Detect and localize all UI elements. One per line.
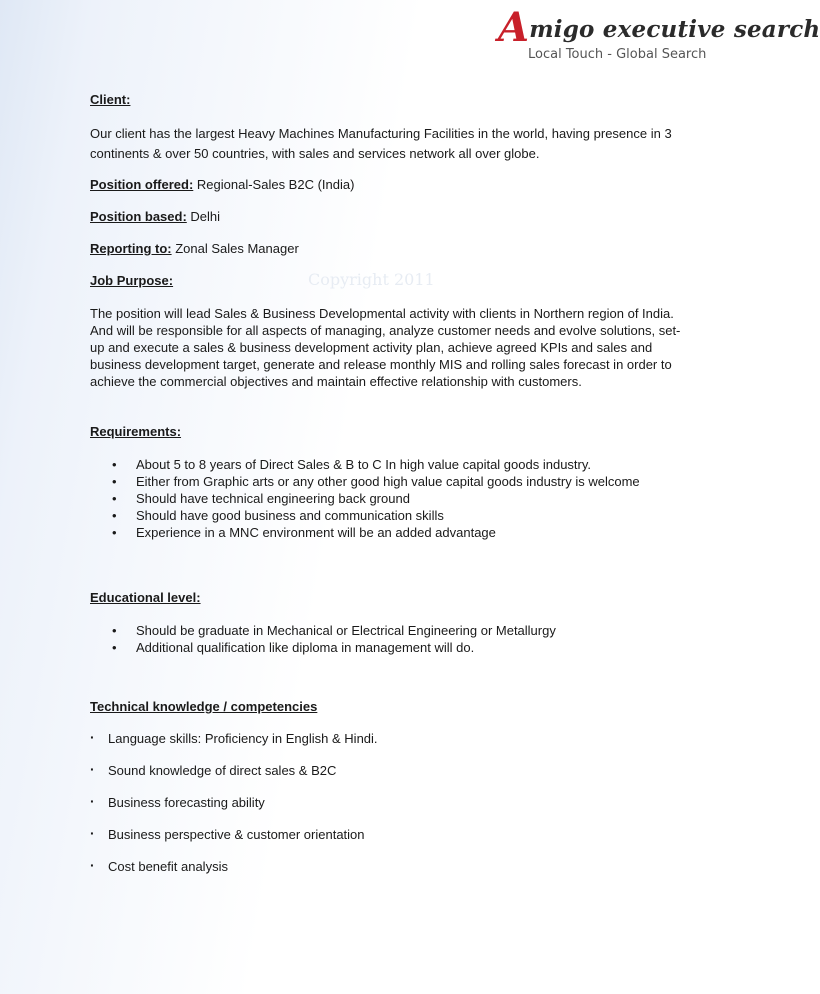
company-logo	[498, 4, 820, 68]
list-item: • Either from Graphic arts or any other good high value capital goods industry is welcome	[90, 473, 690, 490]
education-heading: Educational level:	[90, 590, 201, 605]
requirements-list	[90, 456, 690, 541]
client-heading: Client:	[90, 92, 131, 107]
list-item: • Should have good business and communication skills	[90, 507, 690, 524]
reporting-to-label: Reporting to:	[90, 241, 172, 256]
position-based	[90, 208, 690, 225]
list-item: · Cost benefit analysis	[90, 858, 690, 875]
logo-wordmark	[498, 4, 820, 51]
list-item: · Business forecasting ability	[90, 794, 690, 811]
job-description	[90, 91, 690, 875]
logo-name: migo executive search	[529, 16, 820, 43]
list-item: • Experience in a MNC environment will be an added advantage	[90, 524, 690, 541]
position-offered-label: Position offered:	[90, 177, 194, 192]
logo-tagline: Local Touch - Global Search	[528, 47, 707, 62]
list-item: • Additional qualification like diploma in management will do.	[90, 639, 690, 656]
requirements-heading: Requirements:	[90, 424, 182, 439]
reporting-to	[90, 240, 690, 257]
position-offered-value: Regional-Sales B2C (India)	[196, 177, 355, 192]
position-based-label: Position based:	[90, 209, 187, 224]
technical-list	[90, 730, 690, 875]
copyright-watermark: Copyright 2011	[308, 270, 435, 289]
technical-heading: Technical knowledge / competencies	[90, 699, 318, 714]
list-item: • About 5 to 8 years of Direct Sales & B to C In high value capital goods industry.	[90, 456, 690, 473]
reporting-to-value: Zonal Sales Manager	[175, 241, 299, 256]
client-description: Our client has the largest Heavy Machines Manufacturing Facilities in the world, having presence in 3 continents & over 50 countries, with sales and services network all over globe.	[90, 126, 672, 161]
position-based-value: Delhi	[190, 209, 221, 224]
list-item: · Sound knowledge of direct sales & B2C	[90, 762, 690, 779]
education-list	[90, 622, 690, 656]
list-item: • Should be graduate in Mechanical or Electrical Engineering or Metallurgy	[90, 622, 690, 639]
job-purpose-heading: Job Purpose:	[90, 273, 174, 288]
logo-initial: A	[498, 4, 530, 51]
list-item: · Business perspective & customer orientation	[90, 826, 690, 843]
position-offered	[90, 176, 690, 193]
job-purpose-text: The position will lead Sales & Business Developmental activity with clients in Northern region of India. And will be responsible for all aspects of managing, analyze customer needs and evolve solutions, set-up and execute a sales & business development activity plan, achieve agreed KPIs and sales and business development target, generate and release monthly MIS and rolling sales forecast in order to achieve the commercial objectives and maintain effective relationship with customers.	[90, 306, 681, 389]
list-item: · Language skills: Proficiency in English & Hindi.	[90, 730, 690, 747]
list-item: • Should have technical engineering back ground	[90, 490, 690, 507]
